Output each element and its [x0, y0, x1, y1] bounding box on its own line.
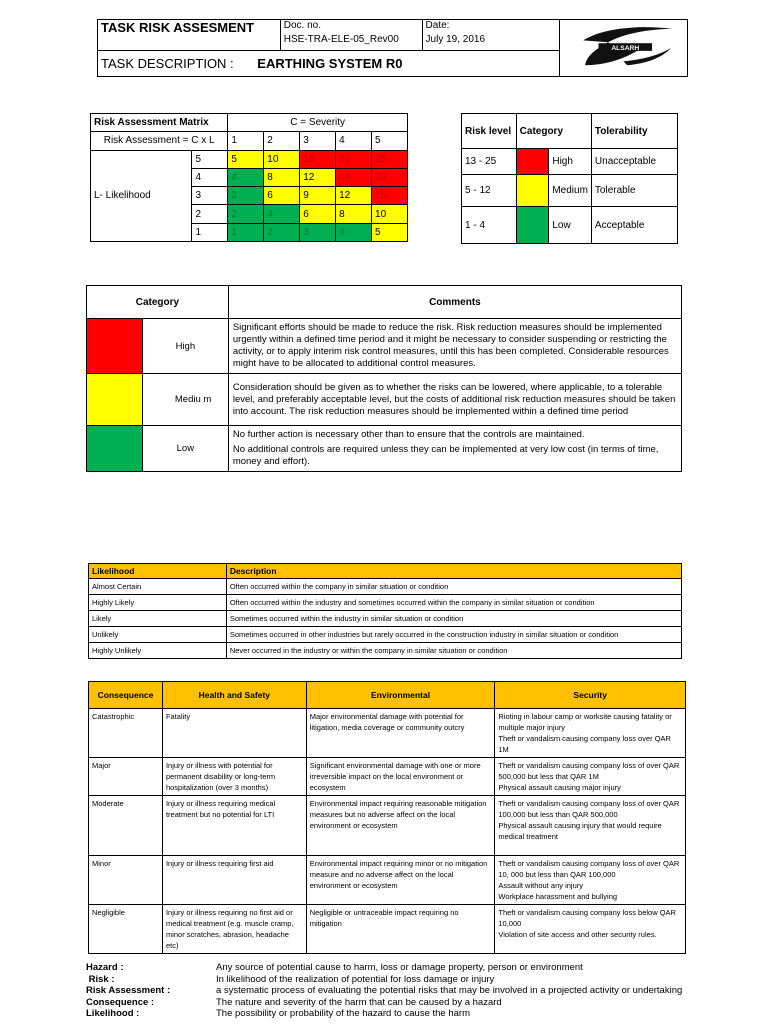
environmental-text: Environmental impact requiring reasonable mitigation measures but no adverse affect on the local environment or ecosystem	[306, 796, 495, 856]
health-safety-text: Injury or illness requiring no first aid or medical treatment (e.g. muscle cramp, minor scratches, abrasion, headache etc)	[162, 905, 306, 954]
severity-col: 3	[300, 132, 336, 150]
consequence-name: Catastrophic	[89, 709, 163, 758]
comment-line: No further action is necessary other than to ensure that the controls are maintained.	[232, 429, 585, 440]
definition-row	[86, 997, 766, 1009]
security-line: Theft or vandalism causing company loss of over QAR 100,000 but less than QAR 500,000	[498, 799, 680, 819]
matrix-cell: 12	[336, 187, 372, 205]
security-text	[495, 796, 686, 856]
category-comment: Significant efforts should be made to reduce the risk. Risk reduction measures should be implemented urgently within a defined time period and it might be necessary to consider suspending or restricting the activity, or to apply interim risk control measures, until this has been completed. Considerable resources might have to be allocated to additional control measures.	[228, 319, 681, 374]
matrix-cell: 16	[336, 168, 372, 186]
task-description	[98, 51, 560, 77]
matrix-cell: 9	[300, 187, 336, 205]
security-text	[495, 856, 686, 905]
risk-level-header: Risk level	[462, 114, 517, 149]
definition-desc: Any source of potential cause to harm, loss or damage property, person or environment	[216, 962, 583, 973]
environmental-text: Environmental impact requiring minor or no mitigation measure and no adverse affect on the local environment or ecosystem	[306, 856, 495, 905]
matrix-cell: 4	[264, 205, 300, 223]
risk-range: 1 - 4	[462, 207, 517, 244]
definition-desc: The possibility or probability of the hazard to cause the harm	[216, 1008, 470, 1019]
category-name: Medium	[549, 175, 592, 207]
likelihood-row: 4	[192, 168, 228, 186]
doc-number-label: Doc. no.	[283, 20, 322, 31]
category-swatch-high	[516, 149, 549, 175]
task-description-value: EARTHING SYSTEM R0	[257, 56, 403, 71]
security-line: Workplace harassment and bullying	[498, 892, 618, 901]
likelihood-row: 3	[192, 187, 228, 205]
doc-number-cell	[280, 20, 422, 51]
matrix-cell: 2	[228, 205, 264, 223]
definition-term: Consequence :	[86, 996, 155, 1008]
category-col-header: Category	[87, 286, 229, 319]
definition-term: Hazard :	[86, 962, 124, 973]
table-row	[89, 643, 682, 659]
table-row	[89, 758, 686, 796]
matrix-cell: 3	[228, 187, 264, 205]
definition-term: Likelihood :	[86, 1008, 140, 1019]
table-row	[89, 905, 686, 954]
risk-assessment-matrix	[90, 113, 408, 242]
definition-term: Risk :	[86, 973, 115, 985]
consequence-name: Major	[89, 758, 163, 796]
definition-term: Risk Assessment :	[86, 985, 171, 996]
consequence-name: Moderate	[89, 796, 163, 856]
category-label: High	[142, 319, 228, 374]
matrix-cell: 4	[228, 168, 264, 186]
security-line: Rioting in labour camp or worksite causing fatality or multiple major injury	[498, 712, 672, 732]
likelihood-desc: Often occurred within the industry and sometimes occurred within the company in similar situation or condition	[226, 595, 681, 611]
security-line: Theft or vandalism causing company loss below QAR 10,000	[498, 908, 676, 928]
header-table	[97, 19, 688, 77]
likelihood-label: L- Likelihood	[91, 150, 192, 241]
severity-col: 4	[336, 132, 372, 150]
likelihood-row: 1	[192, 223, 228, 241]
health-safety-text: Injury or illness requiring medical treatment but no potential for LTI	[162, 796, 306, 856]
definition-row	[86, 974, 766, 986]
matrix-cell: 5	[228, 150, 264, 168]
security-text	[495, 905, 686, 954]
matrix-title: Risk Assessment Matrix	[91, 114, 228, 132]
security-line: Physical assault causing major injury	[498, 783, 621, 792]
severity-col: 2	[264, 132, 300, 150]
date-value: July 19, 2016	[425, 34, 486, 45]
environmental-text: Negligible or untraceable impact requiring no mitigation	[306, 905, 495, 954]
matrix-cell: 4	[336, 223, 372, 241]
category-comment: Consideration should be given as to whether the risks can be lowered, where applicable, to a tolerable level, and preferably acceptable level, but the costs of additional risk reduction measures should be taken into account. The risk reduction measures should be implemented within a defined time period	[228, 374, 681, 426]
category-comments-table	[86, 285, 682, 472]
table-row	[89, 611, 682, 627]
matrix-cell: 25	[372, 150, 408, 168]
matrix-cell: 1	[228, 223, 264, 241]
category-name: High	[549, 149, 592, 175]
tolerability: Tolerable	[591, 175, 677, 207]
security-line: Theft or vandalism causing company loss over QAR 1M	[498, 734, 671, 754]
comment-line: No additional controls are required unless they can be implemented at very low cost (in terms of time, money and effort).	[232, 444, 659, 467]
category-swatch-high	[87, 319, 143, 374]
security-line: Theft or vandalism causing company loss of over QAR 10, 000 but less than QAR 100,000	[498, 859, 680, 879]
table-row	[89, 856, 686, 905]
logo-cell	[560, 20, 688, 77]
table-row	[89, 709, 686, 758]
definition-desc: In likelihood of the realization of potential for loss damage or injury	[216, 973, 495, 985]
matrix-cell: 15	[372, 187, 408, 205]
consequence-name: Negligible	[89, 905, 163, 954]
category-label: Mediu m	[142, 374, 228, 426]
matrix-cell: 10	[264, 150, 300, 168]
formula-label: Risk Assessment = C x L	[91, 132, 228, 150]
security-line: Physical assault causing injury that would require medical treatment	[498, 821, 662, 841]
matrix-cell: 6	[300, 205, 336, 223]
consequence-table	[88, 681, 686, 954]
table-row	[89, 579, 682, 595]
tolerability: Unacceptable	[591, 149, 677, 175]
doc-number-value: HSE-TRA-ELE-05_Rev00	[283, 34, 399, 45]
category-header: Category	[516, 114, 591, 149]
category-swatch-low	[87, 426, 143, 472]
category-swatch-medium	[87, 374, 143, 426]
definition-row	[86, 985, 766, 997]
security-line: Assault without any injury	[498, 881, 583, 890]
document-title: TASK RISK ASSESMENT	[98, 20, 281, 51]
risk-range: 5 - 12	[462, 175, 517, 207]
health-safety-text: Injury or illness requiring first aid	[162, 856, 306, 905]
security-line: Theft or vandalism causing company loss of over QAR 500,000 but less that QAR 1M	[498, 761, 680, 781]
comments-col-header: Comments	[228, 286, 681, 319]
tolerability: Acceptable	[591, 207, 677, 244]
matrix-cell: 2	[264, 223, 300, 241]
task-description-label: TASK DESCRIPTION :	[101, 56, 234, 71]
risk-range: 13 - 25	[462, 149, 517, 175]
likelihood-table	[88, 563, 682, 659]
environmental-text: Significant environmental damage with one or more irreversible impact on the local environment or ecosystem	[306, 758, 495, 796]
security-text	[495, 758, 686, 796]
likelihood-name: Highly Unlikely	[89, 643, 227, 659]
matrix-cell: 20	[336, 150, 372, 168]
health-safety-text: Fatality	[162, 709, 306, 758]
likelihood-row: 2	[192, 205, 228, 223]
definition-row	[86, 962, 766, 974]
logo-text: ALSARH	[611, 44, 640, 52]
matrix-cell: 8	[264, 168, 300, 186]
tolerability-header: Tolerability	[591, 114, 677, 149]
likelihood-name: Almost Certain	[89, 579, 227, 595]
company-logo	[566, 22, 681, 74]
security-line: Violation of site access and other security rules.	[498, 930, 657, 939]
table-row	[89, 796, 686, 856]
health-safety-col-header: Health and Safety	[162, 682, 306, 709]
description-col-header: Description	[226, 564, 681, 579]
severity-label: C = Severity	[228, 114, 408, 132]
category-comment	[228, 426, 681, 472]
definition-desc: The nature and severity of the harm that can be caused by a hazard	[216, 996, 502, 1008]
risk-level-table	[461, 113, 678, 244]
matrix-cell: 6	[264, 187, 300, 205]
date-label: Date:	[425, 20, 450, 31]
matrix-cell: 12	[300, 168, 336, 186]
matrix-cell: 8	[336, 205, 372, 223]
likelihood-desc: Sometimes occurred within the industry in similar situation or condition	[226, 611, 681, 627]
consequence-name: Minor	[89, 856, 163, 905]
severity-col: 1	[228, 132, 264, 150]
matrix-cell: 10	[372, 205, 408, 223]
category-name: Low	[549, 207, 592, 244]
table-row	[89, 595, 682, 611]
environmental-text: Major environmental damage with potential for litigation, media coverage or community outcry	[306, 709, 495, 758]
matrix-cell: 5	[372, 223, 408, 241]
category-label: Low	[142, 426, 228, 472]
likelihood-desc: Often occurred within the company in similar situation or condition	[226, 579, 681, 595]
likelihood-desc: Never occurred in the industry or within the company in similar situation or condition	[226, 643, 681, 659]
security-col-header: Security	[495, 682, 686, 709]
security-text	[495, 709, 686, 758]
matrix-cell: 3	[300, 223, 336, 241]
likelihood-name: Unlikely	[89, 627, 227, 643]
severity-col: 5	[372, 132, 408, 150]
likelihood-name: Highly Likely	[89, 595, 227, 611]
definition-desc: a systematic process of evaluating the potential risks that may be involved in a projected activity or undertaking	[216, 985, 683, 996]
category-swatch-medium	[516, 175, 549, 207]
category-swatch-low	[516, 207, 549, 244]
consequence-col-header: Consequence	[89, 682, 163, 709]
definition-row	[86, 1008, 766, 1020]
likelihood-name: Likely	[89, 611, 227, 627]
likelihood-desc: Sometimes occurred in other industries but rarely occurred in the construction industry in similar situation or condition	[226, 627, 681, 643]
health-safety-text: Injury or illness with potential for permanent disability or long-term hospitalization (over 3 months)	[162, 758, 306, 796]
table-row	[89, 627, 682, 643]
matrix-cell: 20	[372, 168, 408, 186]
likelihood-col-header: Likelihood	[89, 564, 227, 579]
environmental-col-header: Environmental	[306, 682, 495, 709]
date-cell	[422, 20, 560, 51]
likelihood-row: 5	[192, 150, 228, 168]
matrix-cell: 15	[300, 150, 336, 168]
definitions-list	[86, 962, 766, 1020]
